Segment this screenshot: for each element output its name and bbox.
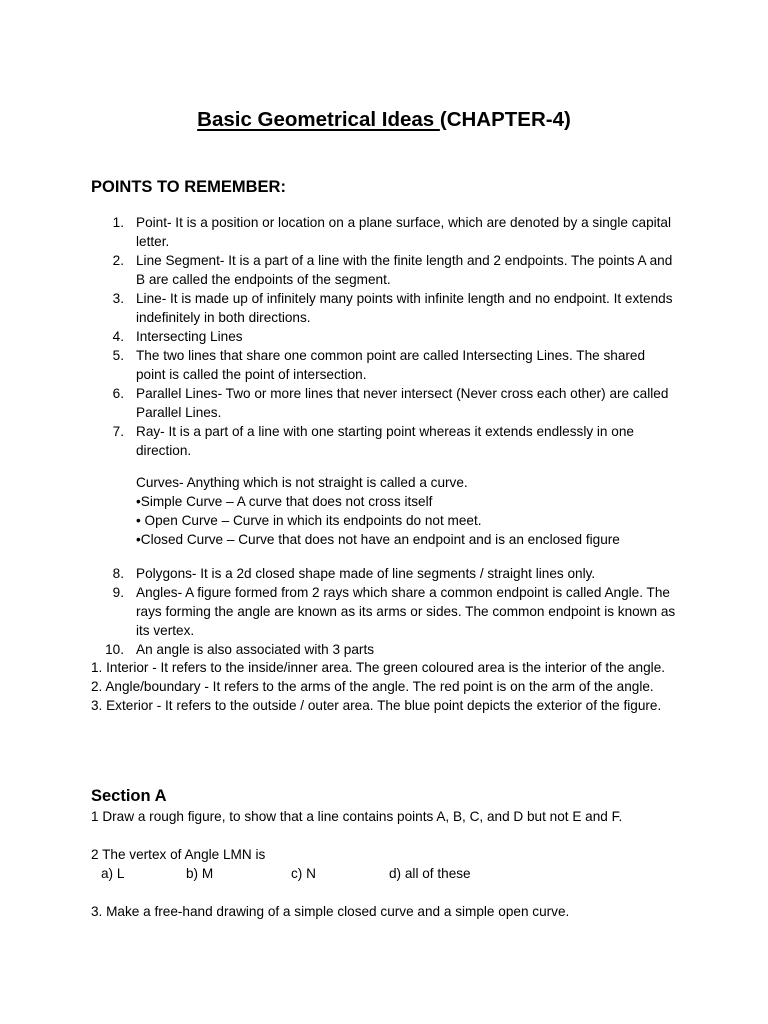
option-c: c) N bbox=[291, 866, 316, 881]
curves-simple: •Simple Curve – A curve that does not cross itself bbox=[136, 494, 433, 509]
question-1: 1 Draw a rough figure, to show that a line contains points A, B, C, and D but not E and F. bbox=[91, 809, 623, 824]
option-d: d) all of these bbox=[389, 866, 471, 881]
list-item bbox=[0, 583, 768, 640]
angle-parts bbox=[91, 658, 751, 715]
list-text: Point- It is a position or location on a plane surface, which are denoted by a single capital letter. bbox=[136, 215, 672, 249]
section-a-questions bbox=[91, 807, 751, 921]
list-item bbox=[0, 384, 768, 422]
section-a-heading: Section A bbox=[91, 787, 167, 805]
curves-definition: Curves- Anything which is not straight is called a curve. bbox=[136, 475, 468, 490]
list-number: 8. bbox=[112, 566, 124, 581]
list-number: 4. bbox=[112, 329, 124, 344]
list-item bbox=[0, 251, 768, 289]
curves-closed: •Closed Curve – Curve that does not have an endpoint and is an enclosed figure bbox=[136, 532, 620, 547]
list-number: 7. bbox=[112, 424, 124, 439]
list-text: The two lines that share one common point are called Intersecting Lines. The shared point is called the point of intersection. bbox=[136, 348, 646, 382]
list-number: 3. bbox=[112, 291, 124, 306]
list-number: 5. bbox=[112, 348, 124, 363]
option-a: a) L bbox=[101, 866, 125, 881]
list-item bbox=[0, 640, 768, 659]
list-number: 9. bbox=[112, 585, 124, 600]
list-number: 6. bbox=[112, 386, 124, 401]
list-text: Intersecting Lines bbox=[136, 329, 243, 344]
list-number: 1. bbox=[112, 215, 124, 230]
title-chapter: (CHAPTER-4) bbox=[439, 108, 571, 131]
angle-part-interior: 1. Interior - It refers to the inside/inner area. The green coloured area is the interior of the angle. bbox=[91, 660, 666, 675]
angle-part-exterior: 3. Exterior - It refers to the outside / outer area. The blue point depicts the exterior of the figure. bbox=[91, 698, 662, 713]
list-text: Line- It is made up of infinitely many points with infinite length and no endpoint. It extends indefinitely in both directions. bbox=[136, 291, 673, 325]
list-text: Ray- It is a part of a line with one starting point whereas it extends endlessly in one direction. bbox=[136, 424, 634, 458]
question-3: 3. Make a free-hand drawing of a simple closed curve and a simple open curve. bbox=[91, 904, 570, 919]
list-text: An angle is also associated with 3 parts bbox=[136, 642, 375, 657]
list-text: Parallel Lines- Two or more lines that never intersect (Never cross each other) are called Parallel Lines. bbox=[136, 386, 669, 420]
question-2: 2 The vertex of Angle LMN is bbox=[91, 847, 266, 862]
page-title bbox=[0, 106, 768, 134]
list-item bbox=[0, 289, 768, 327]
list-number: 10. bbox=[105, 642, 124, 657]
curves-block bbox=[136, 473, 696, 549]
option-b: b) M bbox=[186, 866, 214, 881]
list-item bbox=[0, 327, 768, 346]
angle-part-boundary: 2. Angle/boundary - It refers to the arms of the angle. The red point is on the arm of the angle. bbox=[91, 679, 654, 694]
curves-open: • Open Curve – Curve in which its endpoints do not meet. bbox=[136, 513, 482, 528]
points-heading: POINTS TO REMEMBER: bbox=[91, 178, 286, 196]
list-text: Angles- A figure formed from 2 rays which share a common endpoint is called Angle. The rays forming the angle are known as its arms or sides. The common endpoint is known as its vertex. bbox=[136, 585, 676, 638]
list-item bbox=[0, 422, 768, 460]
points-list-continued bbox=[0, 564, 768, 659]
list-text: Line Segment- It is a part of a line with the finite length and 2 endpoints. The points A and B are called the endpoints of the segment. bbox=[136, 253, 673, 287]
list-number: 2. bbox=[112, 253, 124, 268]
list-text: Polygons- It is a 2d closed shape made of line segments / straight lines only. bbox=[136, 566, 596, 581]
question-2-options bbox=[91, 864, 751, 883]
points-list bbox=[0, 213, 768, 460]
list-item bbox=[0, 564, 768, 583]
list-item bbox=[0, 213, 768, 251]
list-item bbox=[0, 346, 768, 384]
title-main: Basic Geometrical Ideas bbox=[197, 108, 440, 131]
